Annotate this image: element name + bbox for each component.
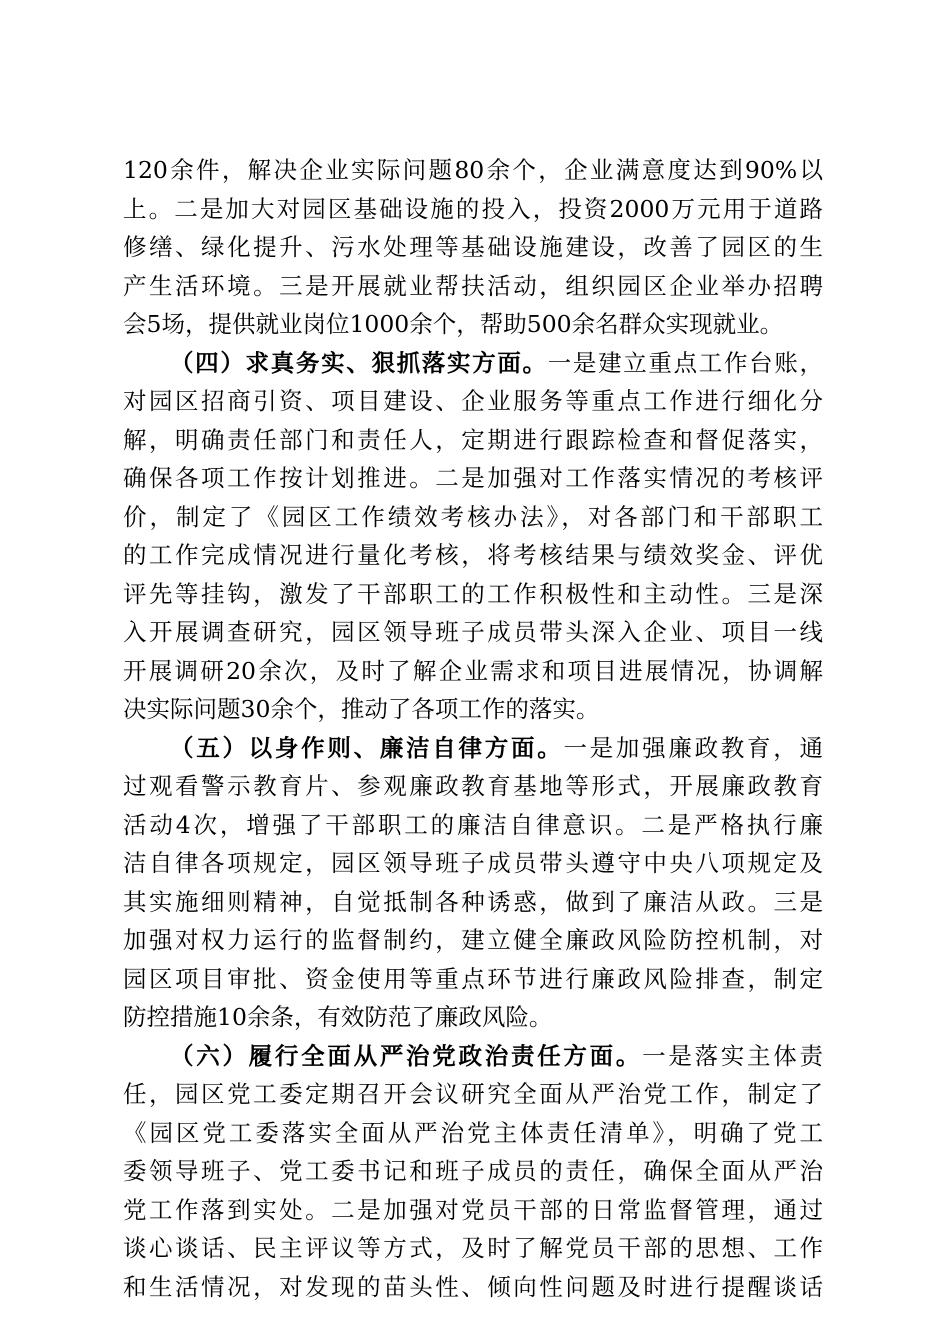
paragraph-line [123,960,823,999]
section-heading: （六）履行全面从严治党政治责任方面。 [170,1041,643,1070]
paragraph-line [123,1114,823,1153]
paragraph-line [123,1268,823,1307]
line-text: 价，制定了《园区工作绩效考核办法》，对各部门和干部职工 [123,502,823,531]
line-text: 加强对权力运行的监督制约，建立健全廉政风险防控机制，对 [123,926,823,954]
line-text: 一是加强廉政教育，通 [563,733,823,762]
paragraph-line [123,305,823,344]
line-text: 解，明确责任部门和责任人，定期进行跟踪检查和督促落实， [123,425,823,454]
line-text: 和生活情况，对发现的苗头性、倾向性问题及时进行提醒谈话 [123,1272,823,1301]
line-text: 其实施细则精神，自觉抵制各种诱惑，做到了廉洁从政。三是 [123,887,823,916]
paragraph-line [123,267,823,306]
line-text: 任，园区党工委定期召开会议研究全面从严治党工作，制定了 [123,1080,823,1108]
document-body [123,151,823,1306]
section-heading-line [123,1037,823,1076]
line-text: 会5场，提供就业岗位1000余个，帮助500余名群众实现就业。 [123,310,784,338]
line-text: 决实际问题30余个，推动了各项工作的落实。 [123,695,600,723]
paragraph-line [123,998,823,1037]
paragraph-line [123,1075,823,1114]
paragraph-line [123,151,823,190]
paragraph-line [123,921,823,960]
paragraph-line [123,844,823,883]
paragraph-line [123,1229,823,1268]
line-text: 开展调研20余次，及时了解企业需求和项目进展情况，协调解 [123,656,823,685]
line-text: 120余件，解决企业实际问题80余个，企业满意度达到90%以 [123,156,823,184]
line-text: 洁自律各项规定，园区领导班子成员带头遵守中央八项规定及 [123,849,823,877]
paragraph-line [123,806,823,845]
line-text: 的工作完成情况进行量化考核，将考核结果与绩效奖金、评优 [123,541,823,569]
line-text: 防控措施10余条，有效防范了廉政风险。 [123,1003,553,1031]
paragraph-line [123,690,823,729]
line-text: 上。二是加大对园区基础设施的投入，投资2000万元用于道路 [123,194,823,223]
paragraph-line [123,190,823,229]
line-text: 入开展调查研究，园区领导班子成员带头深入企业、项目一线 [123,618,823,646]
paragraph-line [123,536,823,575]
line-text: 评先等挂钩，激发了干部职工的工作积极性和主动性。三是深 [123,579,823,608]
line-text: 党工作落到实处。二是加强对党员干部的日常监督管理，通过 [123,1195,823,1224]
paragraph-line [123,883,823,922]
paragraph-line [123,613,823,652]
section-heading: （四）求真务实、狠抓落实方面。 [170,348,548,377]
line-text: 谈心谈话、民主评议等方式，及时了解党员干部的思想、工作 [123,1234,823,1262]
paragraph-line [123,498,823,537]
paragraph-line [123,652,823,691]
line-text: 委领导班子、党工委书记和班子成员的责任，确保全面从严治 [123,1157,823,1185]
line-text: 一是落实主体责 [642,1041,823,1070]
section-heading-line [123,729,823,768]
paragraph-line [123,1152,823,1191]
paragraph-line [123,382,823,421]
line-text: 活动4次，增强了干部职工的廉洁自律意识。二是严格执行廉 [123,810,823,839]
line-text: 园区项目审批、资金使用等重点环节进行廉政风险排查，制定 [123,964,823,993]
paragraph-line [123,228,823,267]
paragraph-line [123,421,823,460]
section-heading-line [123,344,823,383]
line-text: 修缮、绿化提升、污水处理等基础设施建设，改善了园区的生 [123,233,823,261]
line-text: 《园区党工委落实全面从严治党主体责任清单》，明确了党工 [123,1118,823,1147]
section-heading: （五）以身作则、廉洁自律方面。 [170,733,564,762]
line-text: 过观看警示教育片、参观廉政教育基地等形式，开展廉政教育 [123,772,823,800]
line-text: 对园区招商引资、项目建设、企业服务等重点工作进行细化分 [123,387,823,415]
line-text: 一是建立重点工作台账， [547,348,824,377]
line-text: 确保各项工作按计划推进。二是加强对工作落实情况的考核评 [123,464,823,492]
paragraph-line [123,575,823,614]
line-text: 产生活环境。三是开展就业帮扶活动，组织园区企业举办招聘 [123,271,823,300]
paragraph-line [123,767,823,806]
paragraph-line [123,1191,823,1230]
paragraph-line [123,459,823,498]
